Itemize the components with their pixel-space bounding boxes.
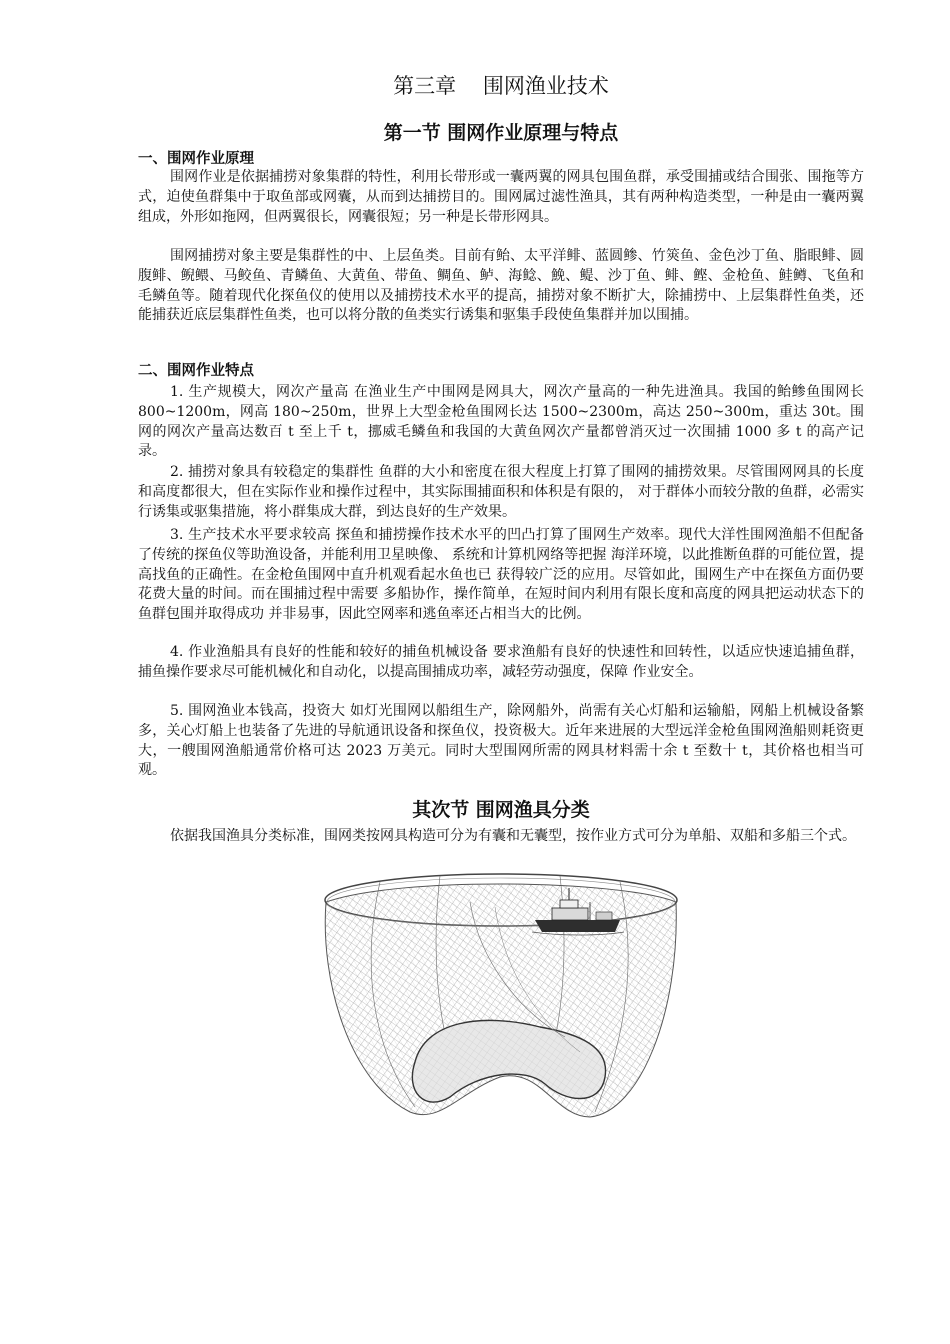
paragraph: 5. 围网渔业本钱高，投资大 如灯光围网以船组生产，除网船外，尚需有关心灯船和运输船，网船上机械设备繁多，关心灯船上也装备了先进的导航通讯设备和探鱼仪，投资极大。近年来进展的大型远洋金枪鱼围网渔船则耗资更大，一艘围网渔船通常价格可达 2023 万美元。同时大型围网所需的网具材料需十余 t 至数十 t，其价格也相当可观。 — [138, 703, 864, 779]
paragraph: 1. 生产规模大，网次产量高 在渔业生产中围网是网具大，网次产量高的一种先进渔具。我国的鲐鲹鱼围网长 800~1200m，网高 180~250m，世界上大型金枪鱼围网长达 1500~2300m，高达 250~300m，重达 30t。围网的网次产量高达数百 t 至上千 t，挪威毛鳞鱼和我国的大黄鱼网次产量都曾消灭过一次围捕 1000 多 t 的高产记录。 — [138, 384, 864, 460]
subheading-features: 二、围网作业特点 — [138, 363, 254, 379]
paragraph: 2. 捕捞对象具有较稳定的集群性 鱼群的大小和密度在很大程度上打算了围网的捕捞效果。尽管围网网具的长度和高度都很大，但在实际作业和操作过程中，其实际围捕面积和体积是有限的， 对于群体小而较分散的鱼群，必需实行诱集或驱集措施，将小群集成大群，到达良好的生产效果。 — [138, 464, 864, 520]
paragraph: 依据我国渔具分类标准，围网类按网具构造可分为有囊和无囊型，按作业方式可分为单船、双船和多船三个式。 — [170, 828, 856, 844]
section-title-1: 第一节 围网作业原理与特点 — [383, 122, 619, 144]
paragraph: 4. 作业渔船具有良好的性能和较好的捕鱼机械设备 要求渔船有良好的快速性和回转性，以适应快速追捕鱼群，捕鱼操作要求尽可能机械化和自动化，以提高围捕成功率，减轻劳动强度，保障 作业安全。 — [138, 644, 864, 680]
chapter-title: 第三章 围网渔业技术 — [393, 74, 609, 98]
paragraph: 围网作业是依据捕捞对象集群的特性，利用长带形或一囊两翼的网具包围鱼群，承受围捕或结合围张、围拖等方式，迫使鱼群集中于取鱼部或网囊，从而到达捕捞目的。围网属过滤性渔具，其有两种构造类型，一种是由一囊两翼组成，外形如拖网，但两翼很长，网囊很短；另一种是长带形网具。 — [138, 169, 864, 225]
paragraph: 3. 生产技术水平要求较高 探鱼和捕捞操作技术水平的凹凸打算了围网生产效率。现代大洋性围网渔船不但配备了传统的探鱼仪等助渔设备，并能利用卫星映像、 系统和计算机网络等把握 海洋环境，以此推断鱼群的可能位置，提高找鱼的正确性。在金枪鱼围网中直升机观看起水鱼也已 获得较广泛的应用。尽管如此，围网生产中在探鱼方面仍要花费大量的时间。而在围捕过程中需要 多船协作，操作简单，在短时间内利用有限长度和高度的网具把运动状态下的鱼群包围并取得成功 并非易事，因此空网率和逃鱼率还占相当大的比例。 — [138, 527, 864, 623]
paragraph: 围网捕捞对象主要是集群性的中、上层鱼类。目前有鲐、太平洋鲱、蓝圆鲹、竹筴鱼、金色沙丁鱼、脂眼鲱、圆腹鲱、鲵鳂、马鲛鱼、青鳞鱼、大黄鱼、带鱼、鲷鱼、鲈、海鲶、鮸、鳀、沙丁鱼、鲱、鲣、金枪鱼、鲑鳟、飞鱼和毛鳞鱼等。随着现代化探鱼仪的使用以及捕捞技术水平的提高，捕捞对象不断扩大，除捕捞中、上层集群性鱼类，还能捕获近底层集群性鱼类，也可以将分散的鱼类实行诱集和驱集手段使鱼集群并加以围捕。 — [138, 248, 864, 324]
section-title-2: 其次节 围网渔具分类 — [412, 799, 590, 821]
subheading-principle: 一、围网作业原理 — [138, 151, 254, 167]
purse-seine-net-illustration — [320, 862, 682, 1130]
